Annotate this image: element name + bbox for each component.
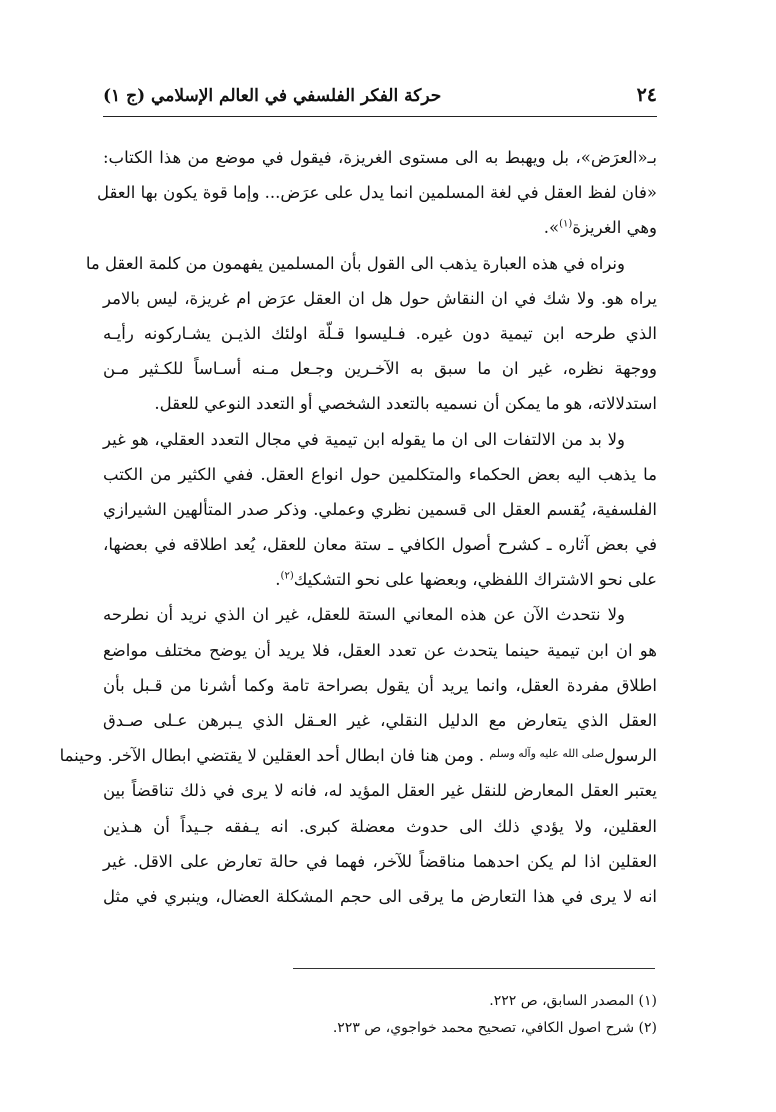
text-line: العقلين، ولا يؤدي ذلك الى حدوث معضلة كبرى. انه يـفقه جـيداً أن هـذين	[103, 816, 657, 836]
paragraph-start: ونراه في هذه العبارة يذهب الى القول بأن المسلمين يفهمون من كلمة العقل ما	[85, 253, 625, 273]
body-text	[59, 140, 657, 914]
running-title: حركة الفكر الفلسفي في العالم الإسلامي (ج ١)	[103, 86, 442, 106]
text-line: بـ«العرَض»، بل ويهبط به الى مستوى الغريزة، فيقول في موضع من هذا الكتاب:	[103, 148, 657, 167]
footnote-separator	[293, 968, 655, 969]
text-line: يعتبر العقل المعارض للنقل غير العقل المؤيد له، فانه لا يرى في ذلك تناقضاً بين	[103, 781, 657, 801]
text-line: الرسولصلى الله عليه وآله وسلم . ومن هنا فان ابطال أحد العقلين لا يقتضي ابطال الآخر. وحينما	[103, 738, 657, 773]
paragraph-start: ولا بد من الالتفات الى ان ما يقوله ابن تيمية في مجال التعدد العقلي، هو غير	[103, 429, 625, 449]
text-line: اطلاق مفردة العقل، وانما يريد أن يقول بصراحة تامة وكما أشرنا من قـبل بأن	[103, 675, 657, 695]
text-line: العقلين اذا لم يكن احدهما مناقضاً للآخر، فهما في حالة تعارض على الاقل. غير	[103, 851, 657, 871]
running-header	[103, 82, 657, 117]
footnote-ref-1: (١)	[559, 218, 573, 230]
honorific-glyph: صلى الله عليه وآله وسلم	[489, 747, 604, 761]
footnote-1: (١) المصدر السابق، ص ٢٢٢.	[489, 993, 657, 1009]
text-line: العقل الذي يتعارض مع الدليل النقلي، غير العـقل الذي يـبرهن عـلى صـدق	[103, 711, 657, 730]
text-line: يراه هو. ولا شك في ان النقاش حول هل ان العقل عرَض ام غريزة، ليس بالامر	[103, 288, 657, 308]
paragraph-start: ولا نتحدث الآن عن هذه المعاني الستة للعقل، غير ان الذي نريد أن نطرحه	[103, 605, 625, 625]
text-line: الفلسفية، يُقسم العقل الى قسمين نظري وعملي. وذكر صدر المتألهين الشيرازي	[103, 499, 657, 519]
text-line: وهي الغريزة$^{(١)}$».	[543, 218, 657, 238]
text-line: انه لا يرى في هذا التعارض ما يرقى الى حجم المشكلة العضال، وينبري في مثل	[103, 886, 657, 906]
text-line: في بعض آثاره ـ كشرح أصول الكافي ـ ستة معان للعقل، يُعد اطلاقه في بعضها،	[103, 535, 657, 555]
text-line: ووجهة نظره، غير ان ما سبق به الآخـرين وجـعل مـنه أسـاساً للكـثير مـن	[103, 359, 657, 379]
footnote-ref-2: (٢)	[280, 570, 294, 582]
text-line: على نحو الاشتراك اللفظي، وبعضها على نحو التشكيك$^{(٢)}$.	[275, 570, 657, 590]
footnotes	[103, 988, 657, 1042]
text-line: استدلالاته، هو ما يمكن أن نسميه بالتعدد الشخصي أو التعدد النوعي للعقل.	[154, 394, 657, 414]
text-line: «فان لفظ العقل في لغة المسلمين انما يدل على عرَض... وإما قوة يكون بها العقل	[96, 183, 657, 203]
footnote-2: (٢) شرح اصول الكافي، تصحيح محمد خواجوي، ص ٢٢٣.	[332, 1020, 657, 1036]
text-line: ما يذهب اليه بعض الحكماء والمتكلمين حول انواع العقل. ففي الكثير من الكتب	[103, 464, 657, 484]
page-number: ٢٤	[636, 84, 657, 106]
text-line: هو ان ابن تيمية حينما يتحدث عن تعدد العقل، فلا يريد أن يوضح مختلف مواضع	[103, 640, 657, 660]
text-line: الذي طرحه ابن تيمية دون غيره. فـليسوا قـلّة اولئك الذيـن يشـاركونه رأيـه	[103, 323, 657, 343]
